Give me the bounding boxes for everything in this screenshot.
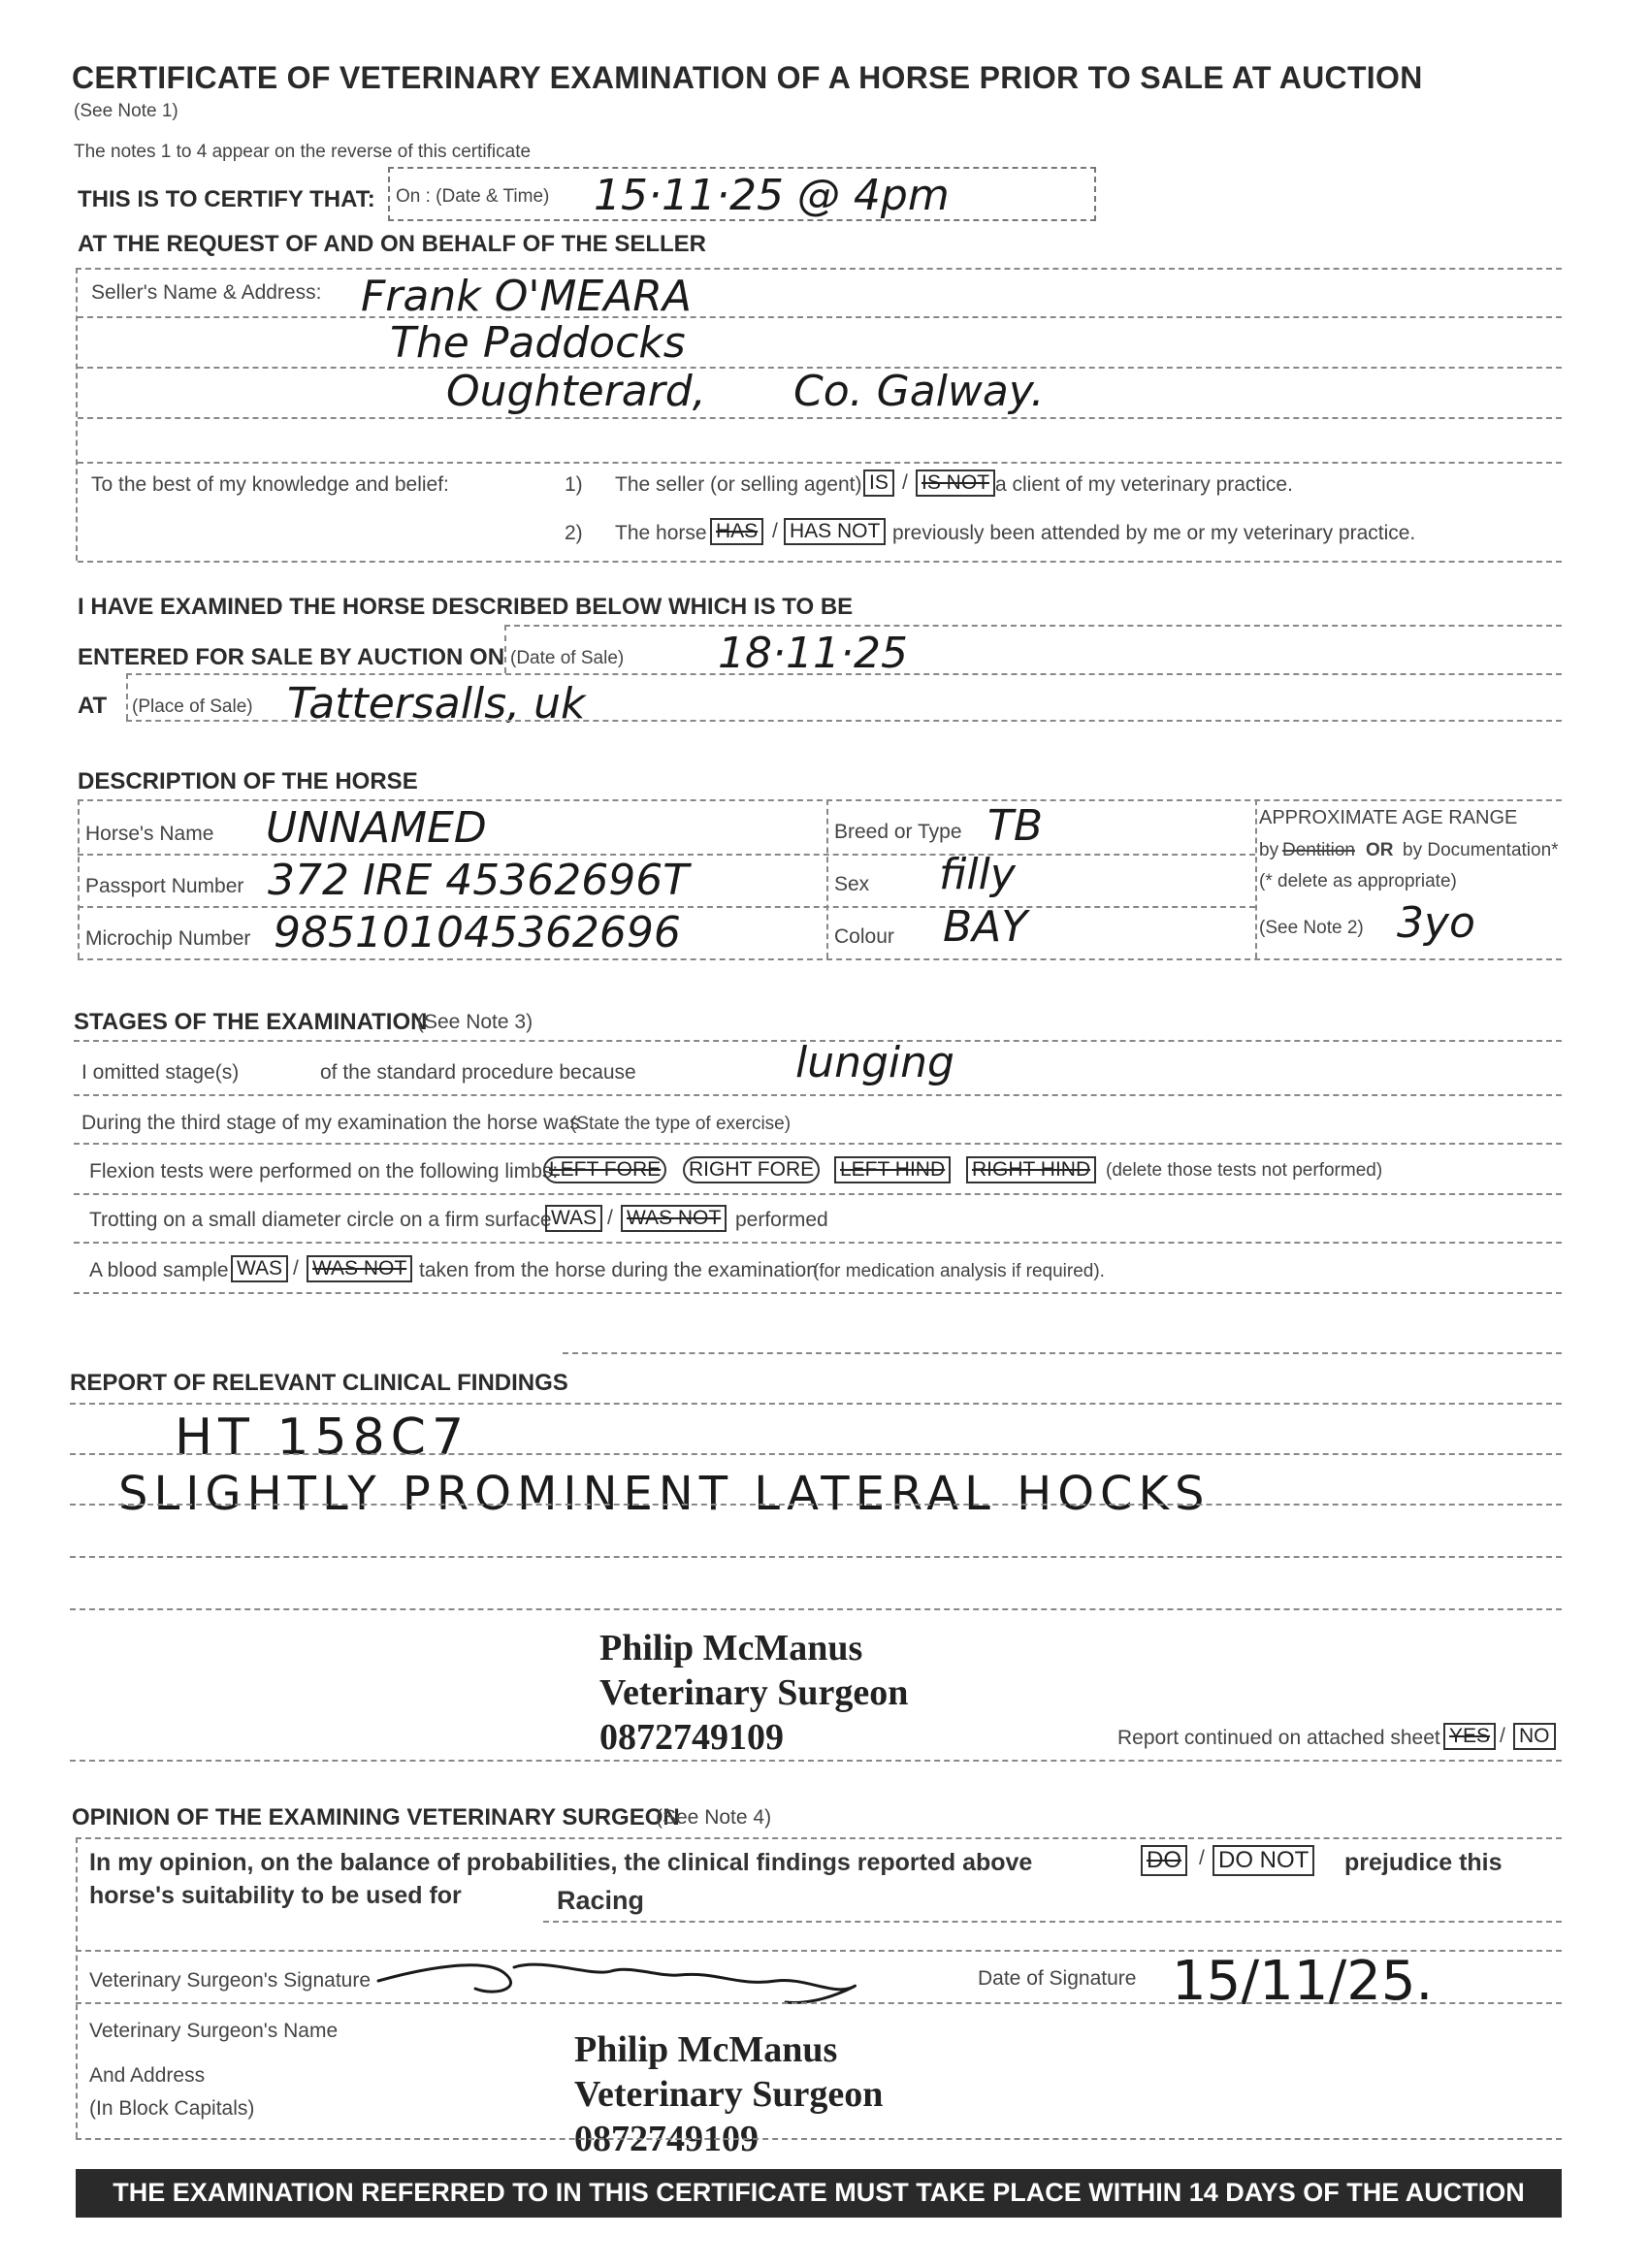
horse-name-label: Horse's Name	[85, 823, 214, 845]
address-label: And Address	[89, 2064, 206, 2087]
blood-note: (for medication analysis if required).	[813, 1261, 1105, 1281]
item2-end: previously been attended by me or my veterinary practice.	[892, 522, 1416, 544]
date-time-value[interactable]: 15·11·25 @ 4pm	[594, 171, 950, 220]
flexion-left-fore-option[interactable]: LEFT FORE	[543, 1156, 666, 1183]
blood-label: A blood sample	[89, 1259, 229, 1281]
notes-line: The notes 1 to 4 appear on the reverse of this certificate	[74, 142, 532, 162]
age-or: OR	[1366, 840, 1394, 860]
divider	[504, 625, 506, 673]
item2-has-option[interactable]: HAS	[710, 518, 763, 545]
divider	[76, 2138, 1562, 2140]
divider	[74, 1143, 1562, 1145]
flexion-right-fore-option[interactable]: RIGHT FORE	[683, 1156, 820, 1183]
seller-line-3b[interactable]: Co. Galway.	[793, 367, 1045, 416]
block-capitals-label: (In Block Capitals)	[89, 2097, 255, 2120]
divider	[76, 2002, 1562, 2004]
certify-label: THIS IS TO CERTIFY THAT:	[78, 186, 375, 212]
colour-value[interactable]: BAY	[943, 902, 1028, 952]
opinion-heading: OPINION OF THE EXAMINING VETERINARY SURGEON	[72, 1804, 680, 1831]
trot-end: performed	[735, 1209, 828, 1231]
stages-heading: STAGES OF THE EXAMINATION	[74, 1009, 428, 1035]
divider	[74, 1094, 1562, 1096]
age-by: by	[1259, 840, 1279, 860]
age-value[interactable]: 3yo	[1397, 898, 1475, 948]
signature-label: Veterinary Surgeon's Signature	[89, 1969, 372, 1992]
signature-scribble[interactable]	[369, 1938, 873, 2016]
request-heading: AT THE REQUEST OF AND ON BEHALF OF THE SELLER	[78, 231, 706, 257]
separator: /	[1199, 1847, 1205, 1869]
opinion-stamp-name: Philip McManus	[574, 2029, 838, 2070]
item1-num: 1)	[565, 473, 583, 496]
report-stamp-name: Philip McManus	[599, 1628, 863, 1669]
divider	[74, 1193, 1562, 1195]
divider	[78, 958, 1562, 960]
sex-label: Sex	[834, 873, 870, 895]
date-time-label: On : (Date & Time)	[396, 186, 550, 207]
colour-label: Colour	[834, 925, 894, 948]
item1-end: a client of my veterinary practice.	[995, 473, 1293, 496]
footer-text: THE EXAMINATION REFERRED TO IN THIS CERTIFICATE MUST TAKE PLACE WITHIN 14 DAYS OF THE AUCTION	[113, 2178, 1525, 2207]
divider	[70, 1760, 1562, 1762]
opinion-do-option[interactable]: DO	[1141, 1845, 1187, 1876]
horse-name-value[interactable]: UNNAMED	[266, 803, 487, 853]
continued-label: Report continued on attached sheet	[1117, 1727, 1440, 1749]
blood-end: taken from the horse during the examination	[419, 1259, 818, 1281]
age-heading: APPROXIMATE AGE RANGE	[1259, 807, 1518, 828]
seller-label: Seller's Name & Address:	[91, 281, 322, 304]
item2-text: The horse	[615, 522, 707, 544]
microchip-label: Microchip Number	[85, 927, 251, 950]
divider	[70, 1403, 1562, 1405]
stages-note: (See Note 3)	[417, 1011, 534, 1033]
opinion-do-not-option[interactable]: DO NOT	[1212, 1845, 1314, 1876]
seller-line-2[interactable]: The Paddocks	[390, 318, 686, 368]
report-stamp-title: Veterinary Surgeon	[599, 1672, 909, 1713]
separator: /	[607, 1207, 613, 1229]
sale-heading-2: ENTERED FOR SALE BY AUCTION ON	[78, 644, 505, 670]
microchip-value[interactable]: 985101045362696	[274, 908, 681, 957]
opinion-use-value[interactable]: Racing	[557, 1886, 645, 1915]
third-stage-note: (State the type of exercise)	[570, 1114, 792, 1134]
continued-no-option[interactable]: NO	[1513, 1723, 1556, 1750]
divider	[1255, 799, 1257, 958]
age-documentation-option[interactable]: by Documentation*	[1403, 840, 1559, 860]
separator: /	[902, 471, 908, 494]
continued-yes-option[interactable]: YES	[1443, 1723, 1496, 1750]
breed-label: Breed or Type	[834, 821, 962, 843]
divider	[78, 316, 1562, 318]
item2-has-not-option[interactable]: HAS NOT	[784, 518, 886, 545]
divider	[126, 673, 1562, 675]
divider	[74, 1292, 1562, 1294]
item1-is-option[interactable]: IS	[863, 470, 894, 497]
see-note-1: (See Note 1)	[74, 101, 178, 121]
seller-line-3[interactable]: Oughterard,	[446, 367, 706, 416]
knowledge-label: To the best of my knowledge and belief:	[91, 473, 449, 496]
date-of-signature-value[interactable]: 15/11/25.	[1172, 1950, 1434, 2013]
surgeon-name-label: Veterinary Surgeon's Name	[89, 2020, 339, 2042]
at-label: AT	[78, 693, 108, 719]
trot-was-option[interactable]: WAS	[545, 1205, 602, 1232]
item1-is-not-option[interactable]: IS NOT	[916, 470, 995, 497]
divider	[543, 1921, 1562, 1923]
age-dentition-option[interactable]: Dentition	[1282, 840, 1355, 860]
date-of-signature-label: Date of Signature	[978, 1967, 1137, 1990]
blood-was-not-option[interactable]: WAS NOT	[307, 1255, 412, 1282]
flexion-left-hind-option[interactable]: LEFT HIND	[834, 1156, 951, 1183]
divider	[78, 799, 1562, 801]
omitted-mid: of the standard procedure because	[320, 1061, 636, 1084]
date-of-sale-label: (Date of Sale)	[510, 648, 625, 668]
omitted-label: I omitted stage(s)	[81, 1061, 240, 1084]
report-stamp-phone: 0872749109	[599, 1717, 784, 1758]
divider	[78, 462, 1562, 464]
separator: /	[293, 1257, 299, 1280]
report-line-1[interactable]: HT 158C7	[175, 1409, 470, 1467]
blood-was-option[interactable]: WAS	[231, 1255, 288, 1282]
age-see-note: (See Note 2)	[1259, 918, 1364, 938]
opinion-text-1: In my opinion, on the balance of probabilities, the clinical findings reported above	[89, 1849, 1033, 1876]
separator: /	[1500, 1725, 1505, 1747]
divider	[70, 1453, 1562, 1455]
divider	[826, 799, 828, 958]
sex-value[interactable]: filly	[939, 850, 1016, 899]
place-of-sale-value[interactable]: Tattersalls, uk	[287, 679, 586, 729]
omitted-value[interactable]: lunging	[795, 1038, 954, 1087]
report-heading: REPORT OF RELEVANT CLINICAL FINDINGS	[70, 1370, 568, 1396]
description-heading: DESCRIPTION OF THE HORSE	[78, 768, 418, 794]
divider	[70, 1608, 1562, 1610]
report-line-2[interactable]: SLIGHTLY PROMINENT LATERAL HOCKS	[118, 1467, 1211, 1521]
separator: /	[772, 520, 778, 542]
divider	[76, 1837, 1562, 1839]
place-of-sale-label: (Place of Sale)	[132, 697, 253, 717]
item2-num: 2)	[565, 522, 583, 544]
opinion-text-2: prejudice this	[1344, 1849, 1503, 1876]
divider	[504, 625, 1562, 627]
divider	[74, 1242, 1562, 1244]
divider	[126, 673, 128, 720]
opinion-note: (See Note 4)	[656, 1806, 772, 1829]
seller-line-1[interactable]: Frank O'MEARA	[361, 272, 692, 321]
divider	[126, 720, 1562, 722]
flexion-note: (delete those tests not performed)	[1106, 1160, 1383, 1181]
opinion-stamp-phone: 0872749109	[574, 2119, 759, 2159]
item1-text: The seller (or selling agent)	[615, 473, 862, 496]
sale-heading-1: I HAVE EXAMINED THE HORSE DESCRIBED BELOW WHICH IS TO BE	[78, 594, 854, 620]
age-delete-note: (* delete as appropriate)	[1259, 871, 1457, 891]
opinion-stamp-title: Veterinary Surgeon	[574, 2074, 884, 2115]
flexion-right-hind-option[interactable]: RIGHT HIND	[966, 1156, 1096, 1183]
divider	[76, 1837, 78, 2138]
certificate-title: CERTIFICATE OF VETERINARY EXAMINATION OF A HORSE PRIOR TO SALE AT AUCTION	[72, 60, 1423, 95]
footer-bar	[76, 2169, 1562, 2218]
passport-label: Passport Number	[85, 875, 244, 897]
divider	[70, 1504, 1562, 1506]
divider	[78, 799, 80, 958]
divider	[78, 417, 1562, 419]
divider	[70, 1556, 1562, 1558]
divider	[76, 268, 78, 561]
opinion-text-3: horse's suitability to be used for	[89, 1882, 462, 1909]
passport-value[interactable]: 372 IRE 45362696T	[268, 856, 690, 905]
divider	[76, 268, 1562, 270]
flexion-label: Flexion tests were performed on the following limbs:	[89, 1160, 559, 1183]
trot-label: Trotting on a small diameter circle on a firm surface	[89, 1209, 552, 1231]
third-stage-label: During the third stage of my examination the horse was	[81, 1112, 580, 1134]
trot-was-not-option[interactable]: WAS NOT	[621, 1205, 727, 1232]
divider	[563, 1352, 1562, 1354]
date-of-sale-value[interactable]: 18·11·25	[718, 629, 908, 678]
breed-value[interactable]: TB	[987, 801, 1044, 851]
divider	[78, 561, 1562, 563]
